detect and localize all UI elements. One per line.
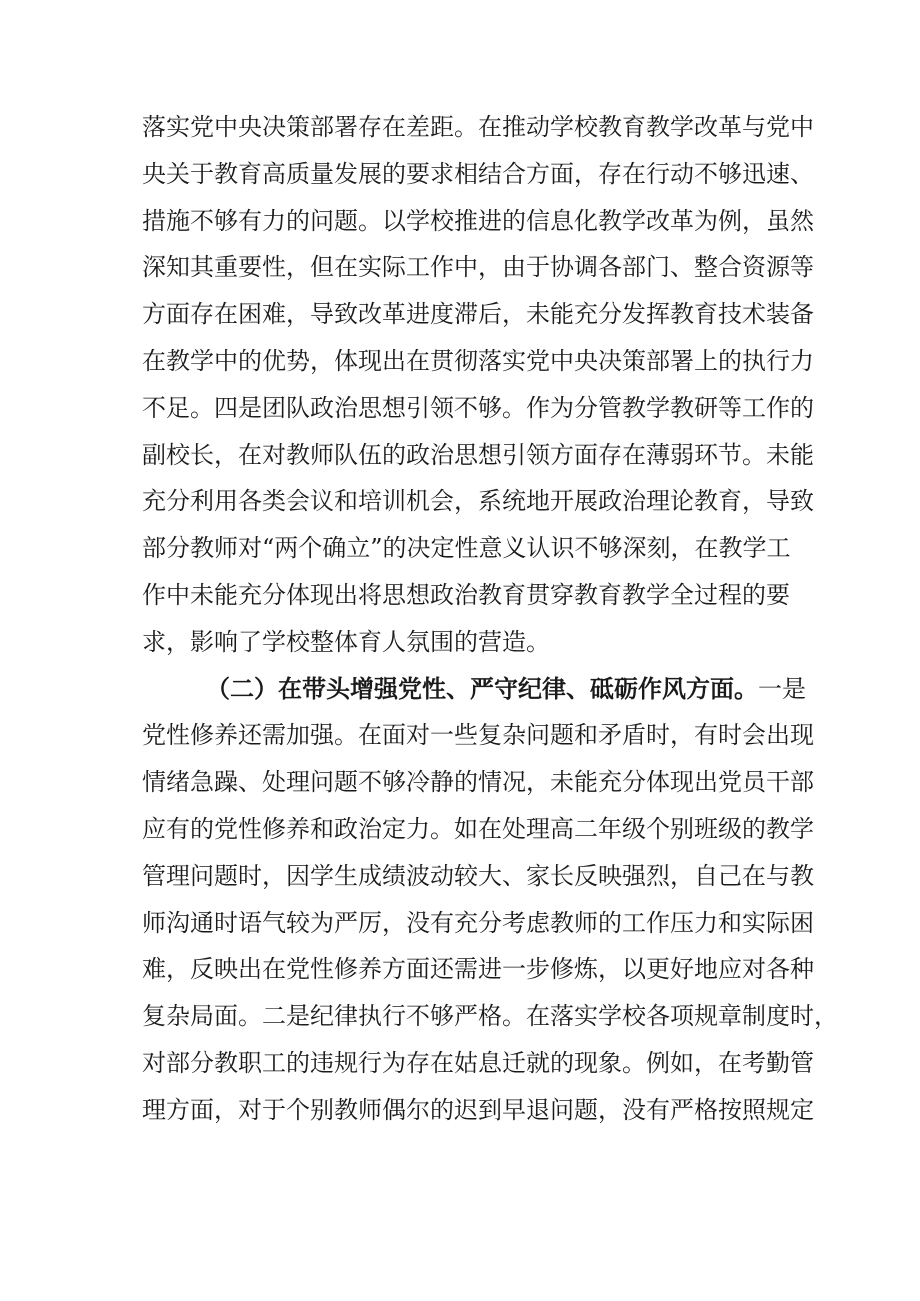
paragraph-line: 部分教师对“两个确立”的决定性意义认识不够深刻，在教学工 — [142, 534, 791, 563]
paragraph-line: 副校长，在对教师队伍的政治思想引领方面存在薄弱环节。未能 — [142, 440, 814, 469]
paragraph-line: 理方面，对于个别教师偶尔的迟到早退问题，没有严格按照规定 — [142, 1095, 814, 1124]
section-heading-line — [142, 666, 806, 713]
paragraph-line: 管理问题时，因学生成绩波动较大、家长反映强烈，自己在与教 — [142, 861, 814, 890]
paragraph-line: 不足。四是团队政治思想引领不够。作为分管教学教研等工作的 — [142, 393, 814, 422]
paragraph-line: 复杂局面。二是纪律执行不够严格。在落实学校各项规章制度时， — [142, 1002, 838, 1031]
paragraph-line: 在教学中的优势，体现出在贯彻落实党中央决策部署上的执行力 — [142, 346, 814, 375]
paragraph-line: 央关于教育高质量发展的要求相结合方面，存在行动不够迅速、 — [142, 159, 814, 188]
section-heading: （二）在带头增强党性、严守纪律、砥砺作风方面。 — [206, 673, 758, 703]
paragraph-line: 措施不够有力的问题。以学校推进的信息化教学改革为例，虽然 — [142, 206, 814, 235]
paragraph-line: 求，影响了学校整体育人氛围的营造。 — [142, 627, 550, 656]
paragraph-line: 落实党中央决策部署存在差距。在推动学校教育教学改革与党中 — [142, 113, 814, 141]
paragraph-line: 对部分教职工的违规行为存在姑息迁就的现象。例如，在考勤管 — [142, 1048, 814, 1077]
document-body — [142, 104, 838, 1134]
paragraph-line: 难，反映出在党性修养方面还需进一步修炼，以更好地应对各种 — [142, 955, 814, 984]
paragraph-line: 党性修养还需加强。在面对一些复杂问题和矛盾时，有时会出现 — [142, 721, 814, 750]
paragraph-line: 充分利用各类会议和培训机会，系统地开展政治理论教育，导致 — [142, 487, 814, 516]
paragraph-line: 深知其重要性，但在实际工作中，由于协调各部门、整合资源等 — [142, 253, 814, 282]
paragraph-line: 应有的党性修养和政治定力。如在处理高二年级个别班级的教学 — [142, 814, 814, 843]
section-heading-tail: 一是 — [758, 674, 806, 703]
paragraph-line: 方面存在困难，导致改革进度滞后，未能充分发挥教育技术装备 — [142, 300, 814, 329]
paragraph-line: 情绪急躁、处理问题不够冷静的情况，未能充分体现出党员干部 — [142, 768, 814, 797]
paragraph-line: 作中未能充分体现出将思想政治教育贯穿教育教学全过程的要 — [142, 580, 790, 609]
paragraph-line: 师沟通时语气较为严厉，没有充分考虑教师的工作压力和实际困 — [142, 908, 814, 937]
